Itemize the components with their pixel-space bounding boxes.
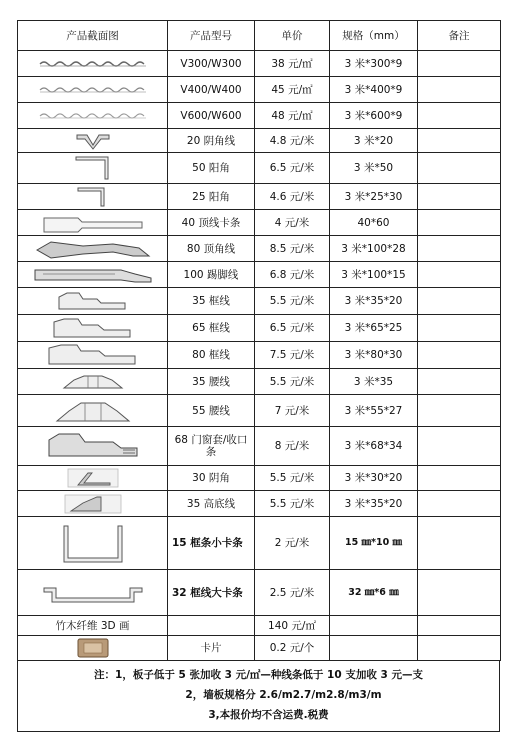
table-row — [18, 427, 501, 466]
spec-cell: 3 米*600*9 — [330, 103, 418, 129]
header-section: 产品截面图 — [18, 21, 168, 51]
price-cell: 7.5 元/米 — [255, 342, 330, 369]
spec-cell: 3 米*35*20 — [330, 288, 418, 315]
spec-cell — [330, 636, 418, 661]
spec-cell: 3 米*55*27 — [330, 395, 418, 427]
clip-strip-icon — [18, 210, 168, 236]
table-row — [18, 636, 501, 661]
spec-cell: 3 米*35*20 — [330, 491, 418, 517]
note-cell — [418, 51, 501, 77]
model-cell: V600/W600 — [168, 103, 255, 129]
price-cell: 6.5 元/米 — [255, 153, 330, 184]
frame-line-icon — [18, 342, 168, 369]
price-cell: 0.2 元/个 — [255, 636, 330, 661]
price-cell: 5.5 元/米 — [255, 491, 330, 517]
inner-corner-icon — [18, 129, 168, 153]
spec-cell: 40*60 — [330, 210, 418, 236]
price-table — [17, 20, 501, 661]
note-cell — [418, 427, 501, 466]
header-spec: 规格（mm） — [330, 21, 418, 51]
note-cell — [418, 466, 501, 491]
model-cell: 卡片 — [168, 636, 255, 661]
price-cell: 8.5 元/米 — [255, 236, 330, 262]
model-cell: 35 框线 — [168, 288, 255, 315]
spec-cell — [330, 616, 418, 636]
model-cell: 20 阴角线 — [168, 129, 255, 153]
spec-cell: 15 ㎜*10 ㎜ — [330, 517, 418, 570]
note-cell — [418, 395, 501, 427]
price-cell: 4.6 元/米 — [255, 184, 330, 210]
table-row — [18, 315, 501, 342]
table-row — [18, 616, 501, 636]
table-row — [18, 103, 501, 129]
note-cell — [418, 184, 501, 210]
crown-molding-icon — [18, 236, 168, 262]
price-cell: 5.5 元/米 — [255, 466, 330, 491]
model-cell — [168, 616, 255, 636]
outer-corner-icon — [18, 153, 168, 184]
note-cell — [418, 517, 501, 570]
note-cell — [418, 342, 501, 369]
table-row — [18, 153, 501, 184]
clip-card-icon — [18, 636, 168, 661]
header-model: 产品型号 — [168, 21, 255, 51]
note-cell — [418, 636, 501, 661]
header-note: 备注 — [418, 21, 501, 51]
price-cell: 5.5 元/米 — [255, 369, 330, 395]
spec-cell: 3 米*35 — [330, 369, 418, 395]
table-row — [18, 51, 501, 77]
note-line-2: 2，墙板规格分 2.6/m2.7/m2.8/m3/m — [185, 689, 382, 701]
table-row — [18, 369, 501, 395]
note-line-3: 3,本报价均不含运费.税费 — [208, 709, 329, 721]
note-cell — [418, 210, 501, 236]
waist-line-icon — [18, 395, 168, 427]
header-row — [18, 21, 501, 51]
table-row — [18, 77, 501, 103]
waist-line-icon — [18, 369, 168, 395]
spec-cell: 3 米*400*9 — [330, 77, 418, 103]
small-clip-icon — [18, 517, 168, 570]
table-row — [18, 466, 501, 491]
model-cell: 100 踢脚线 — [168, 262, 255, 288]
note-cell — [418, 491, 501, 517]
model-cell: V400/W400 — [168, 77, 255, 103]
table-row — [18, 395, 501, 427]
price-cell: 6.5 元/米 — [255, 315, 330, 342]
model-cell: 40 顶线卡条 — [168, 210, 255, 236]
base-line-icon — [18, 491, 168, 517]
note-cell — [418, 77, 501, 103]
spec-cell: 3 米*300*9 — [330, 51, 418, 77]
price-cell: 4 元/米 — [255, 210, 330, 236]
note-cell — [418, 288, 501, 315]
price-cell: 6.8 元/米 — [255, 262, 330, 288]
table-row — [18, 236, 501, 262]
notes-section — [17, 661, 500, 732]
note-cell — [418, 153, 501, 184]
price-cell: 7 元/米 — [255, 395, 330, 427]
spec-cell: 3 米*20 — [330, 129, 418, 153]
model-cell: V300/W300 — [168, 51, 255, 77]
inner-corner-icon — [18, 466, 168, 491]
note-line-1: 注：1，板子低于 5 张加收 3 元/㎡—种线条低于 10 支加收 3 元—支 — [94, 669, 423, 681]
price-cell: 48 元/㎡ — [255, 103, 330, 129]
note-cell — [418, 570, 501, 616]
model-cell: 35 腰线 — [168, 369, 255, 395]
model-cell: 80 顶角线 — [168, 236, 255, 262]
note-cell — [418, 369, 501, 395]
spec-cell: 3 米*25*30 — [330, 184, 418, 210]
note-cell — [418, 262, 501, 288]
spec-cell: 3 米*100*15 — [330, 262, 418, 288]
note-cell — [418, 129, 501, 153]
model-cell: 35 高底线 — [168, 491, 255, 517]
frame-line-icon — [18, 315, 168, 342]
price-cell: 140 元/㎡ — [255, 616, 330, 636]
spec-cell: 3 米*68*34 — [330, 427, 418, 466]
spec-cell: 3 米*100*28 — [330, 236, 418, 262]
price-cell: 4.8 元/米 — [255, 129, 330, 153]
header-price: 单价 — [255, 21, 330, 51]
spec-cell: 3 米*80*30 — [330, 342, 418, 369]
price-cell: 45 元/㎡ — [255, 77, 330, 103]
price-cell: 38 元/㎡ — [255, 51, 330, 77]
note-cell — [418, 315, 501, 342]
wave-panel-icon — [18, 103, 168, 129]
price-cell: 5.5 元/米 — [255, 288, 330, 315]
model-cell: 68 门窗套/收口条 — [168, 427, 255, 466]
price-cell: 2 元/米 — [255, 517, 330, 570]
table-row — [18, 184, 501, 210]
spec-cell: 32 ㎜*6 ㎜ — [330, 570, 418, 616]
table-row — [18, 129, 501, 153]
table-row — [18, 262, 501, 288]
price-cell: 2.5 元/米 — [255, 570, 330, 616]
spec-cell: 3 米*50 — [330, 153, 418, 184]
table-row — [18, 210, 501, 236]
model-cell: 55 腰线 — [168, 395, 255, 427]
table-row — [18, 342, 501, 369]
wave-panel-icon — [18, 51, 168, 77]
model-cell: 32 框线大卡条 — [168, 570, 255, 616]
model-cell: 25 阳角 — [168, 184, 255, 210]
spec-cell: 3 米*30*20 — [330, 466, 418, 491]
spec-cell: 3 米*65*25 — [330, 315, 418, 342]
model-cell: 15 框条小卡条 — [168, 517, 255, 570]
price-cell: 8 元/米 — [255, 427, 330, 466]
model-cell: 65 框线 — [168, 315, 255, 342]
large-clip-icon — [18, 570, 168, 616]
price-table-container — [17, 20, 500, 732]
note-cell — [418, 236, 501, 262]
note-cell — [418, 103, 501, 129]
door-casing-icon — [18, 427, 168, 466]
table-row — [18, 570, 501, 616]
wave-panel-icon — [18, 77, 168, 103]
model-cell: 30 阴角 — [168, 466, 255, 491]
table-row — [18, 517, 501, 570]
table-row — [18, 491, 501, 517]
model-cell: 50 阳角 — [168, 153, 255, 184]
skirting-icon — [18, 262, 168, 288]
outer-corner-icon — [18, 184, 168, 210]
table-row — [18, 288, 501, 315]
frame-line-icon — [18, 288, 168, 315]
bamboo-label-cell: 竹木纤维 3D 画 — [18, 616, 168, 636]
note-cell — [418, 616, 501, 636]
model-cell: 80 框线 — [168, 342, 255, 369]
